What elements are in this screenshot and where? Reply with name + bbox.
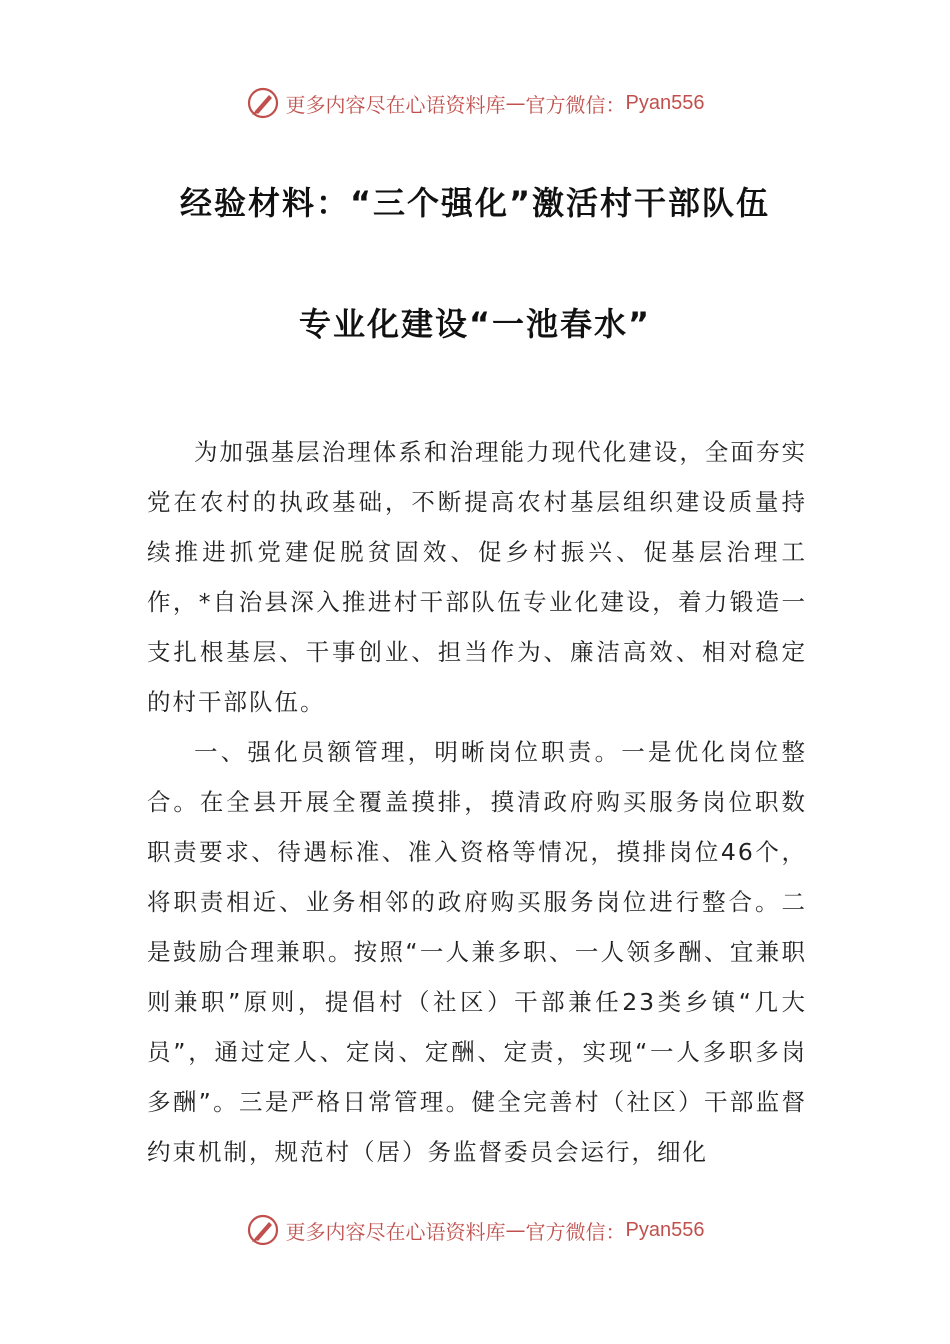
banner-separator: — xyxy=(505,91,526,115)
pen-logo-icon xyxy=(246,86,280,120)
paragraph-intro: 为加强基层治理体系和治理能力现代化建设，全面夯实党在农村的执政基础，不断提高农村基层组织建设质量持续推进抓党建促脱贫固效、促乡村振兴、促基层治理工作，*自治县深入推进村干部队伍专业化建设，着力锻造一支扎根基层、干事创业、担当作为、廉洁高效、相对稳定的村干部队伍。 xyxy=(147,438,807,716)
banner-text: 更多内容尽在心语资料库 xyxy=(285,1219,506,1244)
header-watermark-banner xyxy=(0,83,950,123)
banner-wx-value: Pyan556 xyxy=(625,91,705,114)
banner-wx-value: Pyan556 xyxy=(625,1218,705,1241)
document-title-line-1: 经验材料：“三个强化”激活村干部队伍 xyxy=(179,184,771,222)
paragraph-section-1: 一、强化员额管理，明晰岗位职责。一是优化岗位整合。在全县开展全覆盖摸排，摸清政府购买服务岗位职数职责要求、待遇标准、准入资格等情况，摸排岗位46个，将职责相近、业务相邻的政府购买服务岗位进行整合。二是鼓励合理兼职。按照“一人兼多职、一人领多酬、宜兼职则兼职”原则，提倡村（社区）干部兼任23类乡镇“几大员”，通过定人、定岗、定酬、定责，实现“一人多职多岗多酬”。三是严格日常管理。健全完善村（社区）干部监督约束机制，规范村（居）务监督委员会运行，细化 xyxy=(147,738,807,1166)
banner-wx-label: 官方微信： xyxy=(525,1219,626,1244)
banner-text: 更多内容尽在心语资料库 xyxy=(285,92,506,117)
footer-watermark-banner xyxy=(0,1210,950,1250)
banner-wx-label: 官方微信： xyxy=(525,92,626,117)
document-title-line-2: 专业化建设“一池春水” xyxy=(298,305,652,343)
document-body xyxy=(147,427,807,1177)
pen-logo-icon xyxy=(246,1213,280,1247)
banner-separator: — xyxy=(505,1218,526,1242)
